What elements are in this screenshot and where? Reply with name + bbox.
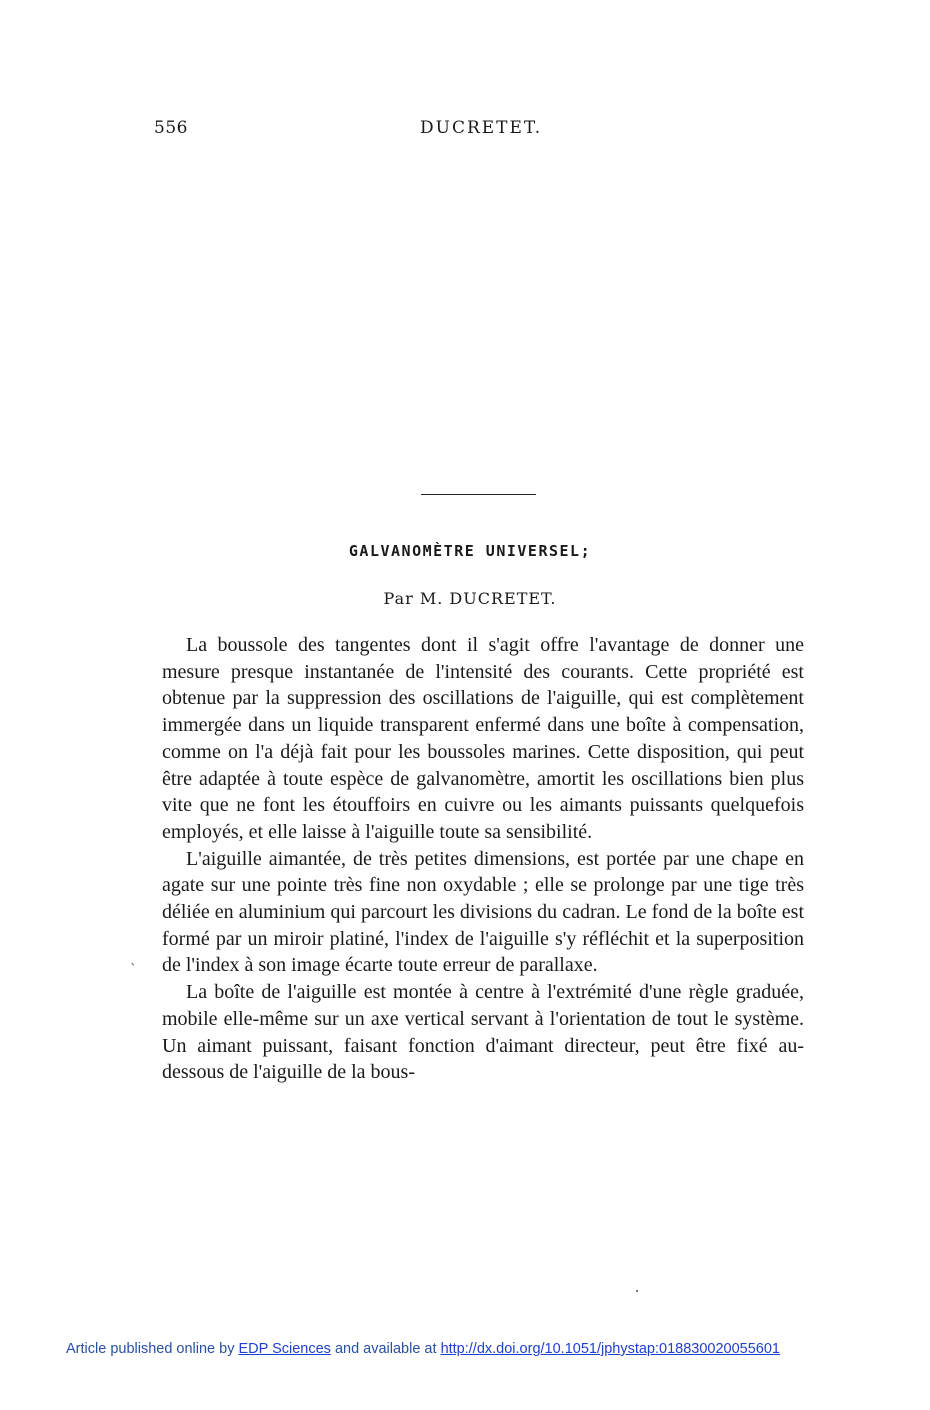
page-number: 556 bbox=[154, 118, 188, 138]
paragraph-3: La boîte de l'aiguille est montée à centre à l'extrémité d'une règle graduée, mobile elle-même sur un axe vertical servant à l'orientation de tout le système. Un aimant puissant, faisant fonction d'aimant directeur, peut être fixé au-dessous de l'aiguille de la bous- bbox=[162, 981, 804, 1084]
margin-mark: ˋ bbox=[130, 962, 137, 978]
running-head: DUCRETET. bbox=[420, 118, 543, 138]
doi-link[interactable]: http://dx.doi.org/10.1051/jphystap:018830020055601 bbox=[440, 1341, 780, 1357]
stray-dot bbox=[636, 1290, 638, 1292]
footer-prefix: Article published online by bbox=[66, 1341, 239, 1357]
author-line: Par M. DUCRETET. bbox=[383, 589, 557, 608]
paragraph-2: L'aiguille aimantée, de très petites dimensions, est portée par une chape en agate sur une pointe très fine non oxydable ; elle se prolonge par une tige très déliée en aluminium qui parcourt les divisions du cadran. Le fond de la boîte est formé par un miroir platiné, l'index de l'aiguille s'y réfléchit et la superposition de l'index à son image écarte toute erreur de parallaxe. bbox=[162, 847, 804, 977]
article-title: GALVANOMÈTRE UNIVERSEL; bbox=[348, 542, 592, 560]
paragraph-1: La boussole des tangentes dont il s'agit offre l'avantage de donner une mesure presque instantanée de l'intensité des courants. Cette propriété est obtenue par la suppression des oscillations de l'aiguille, qui est complètement immergée dans un liquide transparent enfermé dans une boîte à compensation, comme on l'a déjà fait pour les boussoles marines. Cette disposition, qui peut être adaptée à toute espèce de galvanomètre, amortit les oscillations bien plus vite que ne font les étouffoirs en cuivre ou les aimants puissants quelquefois employés, et elle laisse à l'aiguille toute sa sensibilité. bbox=[162, 634, 804, 843]
publication-footer bbox=[66, 1341, 780, 1357]
section-rule bbox=[421, 494, 536, 495]
footer-middle: and available at bbox=[330, 1341, 441, 1357]
publisher-link[interactable]: EDP Sciences bbox=[238, 1341, 331, 1357]
article-body bbox=[162, 632, 804, 1086]
